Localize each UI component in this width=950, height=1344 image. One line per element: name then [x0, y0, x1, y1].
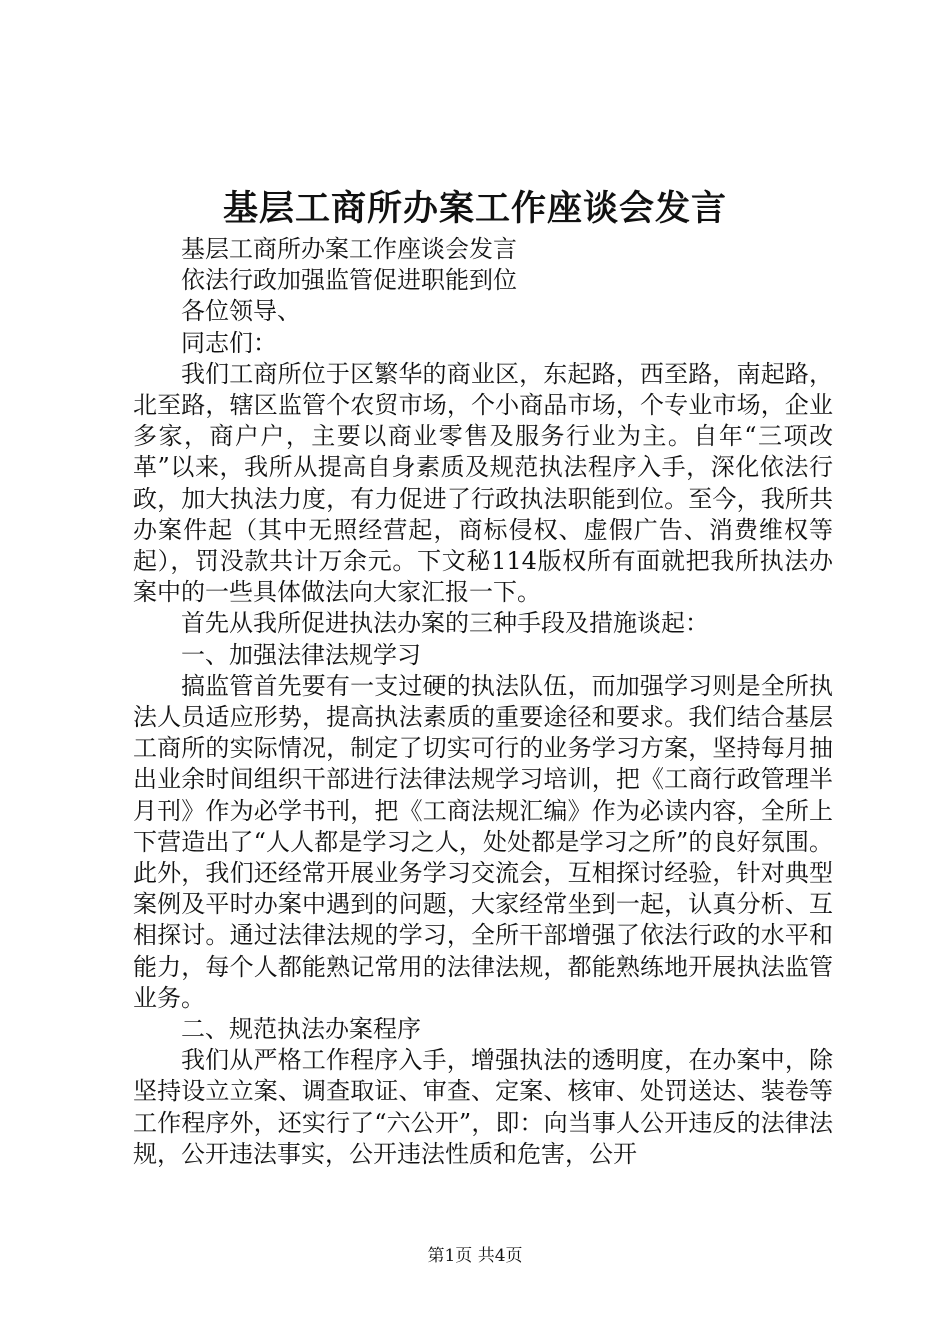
paragraph: 我们工商所位于区繁华的商业区，东起路，西至路，南起路，北至路，辖区监管个农贸市场，个小商品市场，个专业市场，企业多家，商户户，主要以商业零售及服务行业为主。自年“三项改革”以来，我所从提高自身素质及规范执法程序入手，深化依法行政，加大执法力度，有力促进了行政执法职能到位。至今，我所共办案件起（其中无照经营起，商标侵权、虚假广告、消费维权等起），罚没款共计万余元。下文秘114版权所有面就把我所执法办案中的一些具体做法向大家汇报一下。	[133, 359, 833, 607]
section-heading: 一、加强法律法规学习	[181, 640, 421, 669]
paragraph: 各位领导、	[181, 297, 301, 326]
page-footer: 第1页 共4页	[427, 1246, 523, 1266]
document-title: 基层工商所办案工作座谈会发言	[222, 188, 727, 229]
paragraph: 搞监管首先要有一支过硬的执法队伍，而加强学习则是全所执法人员适应形势，提高执法素质的重要途径和要求。我们结合基层工商所的实际情况，制定了切实可行的业务学习方案，坚持每月抽出业余时间组织干部进行法律法规学习培训，把《工商行政管理半月刊》作为必学书刊，把《工商法规汇编》作为必读内容，全所上下营造出了“人人都是学习之人，处处都是学习之所”的良好氛围。此外，我们还经常开展业务学习交流会，互相探讨经验，针对典型案例及平时办案中遇到的问题，大家经常坐到一起，认真分析、互相探讨。通过法律法规的学习，全所干部增强了依法行政的水平和能力，每个人都能熟记常用的法律法规，都能熟练地开展执法监管业务。	[133, 671, 833, 1012]
section-heading: 二、规范执法办案程序	[181, 1015, 421, 1044]
paragraph: 同志们：	[181, 328, 277, 357]
paragraph: 我们从严格工作程序入手，增强执法的透明度，在办案中，除坚持设立立案、调查取证、审查、定案、核审、处罚送达、装卷等工作程序外，还实行了“六公开”，即：向当事人公开违反的法律法规，公开违法事实，公开违法性质和危害，公开	[133, 1046, 833, 1168]
paragraph: 依法行政加强监管促进职能到位	[181, 266, 517, 295]
document-body	[133, 234, 833, 1170]
paragraph: 基层工商所办案工作座谈会发言	[181, 235, 517, 263]
paragraph: 首先从我所促进执法办案的三种手段及措施谈起：	[181, 609, 709, 638]
